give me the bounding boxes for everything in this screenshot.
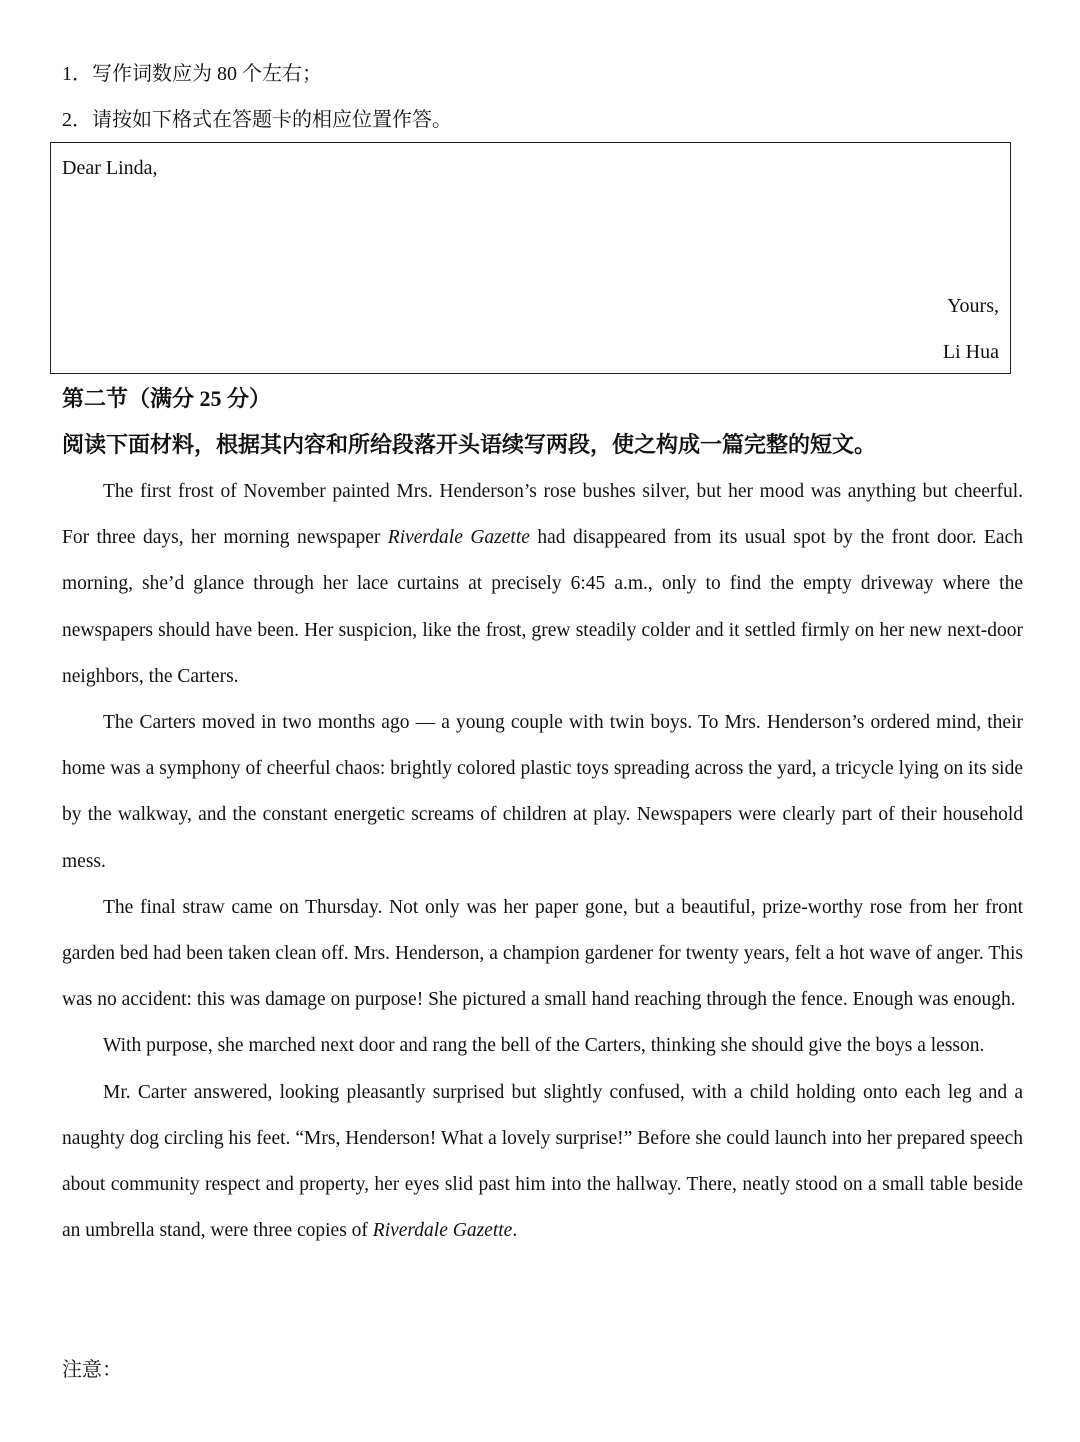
letter-closing: Yours, xyxy=(947,295,999,317)
requirement-format: 2．请按如下格式在答题卡的相应位置作答。 xyxy=(62,109,452,131)
section-title: 第二节（满分 25 分） xyxy=(62,386,272,411)
passage-text: had disappeared from its usual spot by the front door. Each morning, she’d glance through her lace curtains at precisely 6:45 a.m., only to find the empty driveway where the newspapers should have been. Her suspicion, like the frost, grew steadily colder and it settled firmly on her new next-door neighbors, the Carters. xyxy=(62,527,1023,687)
requirement-word-count: 1．写作词数应为 80 个左右； xyxy=(62,63,322,85)
letter-format-box xyxy=(50,142,1011,374)
passage-paragraph-5 xyxy=(62,1070,1023,1255)
passage-paragraph-2: The Carters moved in two months ago — a young couple with twin boys. To Mrs. Henderson’s ordered mind, their home was a symphony of cheerful chaos: brightly colored plastic toys spreading across the yard, a tricycle lying on its side by the walkway, and the constant energetic screams of children at play. Newspapers were clearly part of their household mess. xyxy=(62,712,1023,872)
letter-signature: Li Hua xyxy=(942,341,999,363)
passage-text: Mr. Carter answered, looking pleasantly surprised but slightly confused, with a child holding onto each leg and a naughty dog circling his feet. “Mrs, Henderson! What a lovely surprise!” Before she could launch into her prepared speech about community respect and property, her eyes slid past him into the hallway. There, neatly stood on a small table beside an umbrella stand, were three copies of xyxy=(62,1081,1023,1242)
letter-greeting: Dear Linda, xyxy=(62,157,158,179)
passage-text: The first frost of November painted Mrs. Henderson’s rose bushes silver, but her mood was anything but cheerful. For three days, her morning newspaper xyxy=(62,481,1023,549)
note-label: 注意： xyxy=(62,1359,122,1381)
passage-paragraph-4: With purpose, she marched next door and rang the bell of the Carters, thinking she should give the boys a lesson. xyxy=(103,1035,985,1057)
reading-passage xyxy=(62,469,1023,1254)
section-instruction: 阅读下面材料，根据其内容和所给段落开头语续写两段，使之构成一篇完整的短文。 xyxy=(62,432,877,457)
newspaper-title: Riverdale Gazette xyxy=(372,1220,513,1242)
passage-paragraph-1 xyxy=(62,469,1023,700)
passage-paragraph-3: The final straw came on Thursday. Not only was her paper gone, but a beautiful, prize-worthy rose from her front garden bed had been taken clean off. Mrs. Henderson, a champion gardener for twenty years, felt a hot wave of anger. This was no accident: this was damage on purpose! She pictured a small hand reaching through the fence. Enough was enough. xyxy=(62,896,1023,1011)
passage-text: . xyxy=(512,1220,518,1242)
newspaper-title: Riverdale Gazette xyxy=(387,527,530,549)
